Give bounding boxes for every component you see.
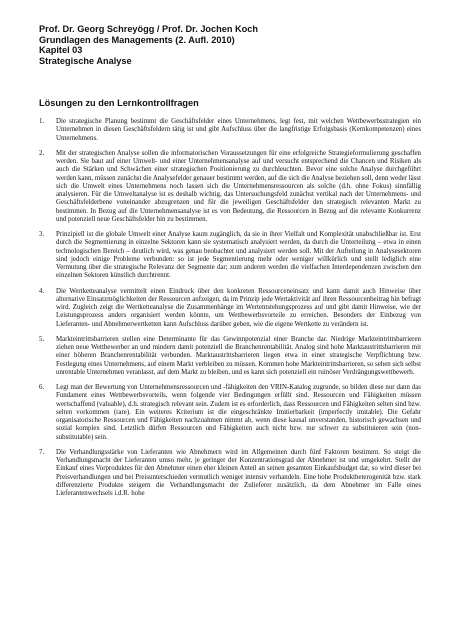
answer-item-3	[39, 231, 421, 281]
answer-number: 5.	[39, 335, 45, 343]
answer-number: 3.	[39, 231, 45, 238]
answer-number: 4.	[39, 287, 45, 295]
section-title: Lösungen zu den Lernkontrollfragen	[39, 98, 199, 108]
answer-item-5	[39, 336, 421, 377]
answer-item-2	[39, 150, 421, 224]
answer-text: Prinzipiell ist die globale Umwelt einer Analyse kaum zugänglich, da sie in ihrer Vielfalt und Komplexität unabschließbar ist. Erst durch die Segmentierung in einzelne Sektoren kann sie systematisch analysiert werden, da durch die Unterteilung – etwa in einen technologischen Bereich – deutlich wird, was genau beobachtet und analysiert werden soll. Mit der Aufteilung in Analysesektoren sind jedoch einige Probleme verbunden: so ist jede Segmentierung mehr oder weniger willkürlich und stellt lediglich eine Vermutung über die strategische Relevanz der Segmente dar; zum anderen werden die vielfachen Interdependenzen zwischen den einzelnen Sektoren künstlich durchtrennt.	[56, 231, 421, 280]
answer-list	[39, 118, 421, 505]
answer-item-4	[39, 288, 421, 329]
answer-number: 7.	[39, 448, 45, 456]
answer-text: Legt man der Bewertung von Unternehmensressourcen und -fähigkeiten den VRIN-Katalog zugrunde, so bilden diese nur dann das Fundament eines Wettbewerbsvorteils, wenn folgende vier Bedingungen erfüllt sind. Ressourcen und Fähigkeiten müssen wertschaffend (valuable), d.h. strategisch relevant sein. Zudem ist es erforderlich, dass Ressourcen und Fähigkeiten selten sind bzw. selten vorkommen (rare). Ein weiteres Kriterium ist die eingeschränkte Imitierbarkeit (imperfectly imitable). Die Gefahr organisatorische Ressourcen und Fähigkeiten nachzuahmen nimmt ab, wenn diese kausal unverstanden, historisch gewachsen und sozial komplex sind. Letztlich dürfen Ressourcen und Fähigkeiten auch nicht bzw. nur schwer zu substituieren sein (non-substitutable) sein.	[56, 384, 421, 441]
topic-label: Strategische Analyse	[39, 55, 132, 66]
answer-text: Die Verhandlungsstärke von Lieferanten wie Abnehmern wird im Allgemeinen durch fünf Faktoren bestimmt. So steigt die Verhandlungsmacht der Lieferanten umso mehr, je geringer der Konzentrationsgrad der Abnehmer ist und umgekehrt. Stellt der Einkauf eines Vorproduktes für den Abnehmer einen eher kleinen Anteil an seinen gesamten Einkaufsbudget dar, so wird dieser bei Preisverhandlungen und bei Preisunterschieden vermutlich weniger intensiv verhandeln. Eine hohe Produktheterogenität bzw. stark differenzierte Produkte steigern die Verhandlungsmacht der Zulieferer zusätzlich, da dem Abnehmer im Falle eines Lieferantenwechsels i.d.R. hohe	[56, 448, 421, 497]
answer-number: 6.	[39, 384, 45, 391]
document-header	[39, 24, 419, 66]
answer-text: Die strategische Planung bestimmt die Geschäftsfelder eines Unternehmens, legt fest, mit welchen Wettbewerbsstrategien ein Unternehmen in diesen Geschäftsfeldern tätig ist und gibt Aufschluss über die langfristige Erfolgsbasis (Kernkompetenzen) eines Unternehmens.	[56, 118, 421, 142]
answer-number: 1.	[39, 118, 45, 125]
answer-item-7	[39, 449, 421, 499]
answer-item-1	[39, 118, 421, 143]
book-title: Grundlagen des Managements (2. Aufl. 2010)	[39, 34, 235, 45]
answer-text: Mit der strategischen Analyse sollen die informatorischen Voraussetzungen für eine erfolgreiche Strategieformulierung geschaffen werden. Sie baut auf einer Umwelt- und einer Unternehmensanalyse auf und versucht entsprechend die Chancen und Risiken als auch die Stärken und Schwächen einer strategischen Positionierung zu durchleuchten. Bevor eine solche Analyse durchgeführt werden kann, müssen zunächst die Analysefelder genauer bestimmt werden, auf die sich die Analyse beziehen soll, denn weder lässt sich die Umwelt eines Unternehmens noch lassen sich die Unternehmensressourcen als solche (d.h. ohne Fokus) sinnfällig analysieren. Für die Umweltanalyse ist es deshalb wichtig, das Untersuchungsfeld zunächst vertikal nach der Unternehmens- und Geschäftsfelderbene voneinander abzugrenzen und für die jeweiligen Geschäftsfelder den strategisch relevanten Markt zu bestimmen. In Bezug auf die Unternehmensanalyse ist es von Bedeutung, die Ressourcen in Bezug auf die relevante Konkurrenz und potenziell neue Geschäftsfelder hin zu bestimmen.	[56, 149, 421, 223]
answer-item-6	[39, 384, 421, 442]
answer-text: Die Wertketteanalyse vermittelt einen Eindruck über den konkreten Ressourceneinsatz und kann damit auch Hinweise über alternative Einsatzmöglichkeiten der Ressourcen aufzeigen, da im Prinzip jede Wertaktivität auf ihren Ressourcenbeitrag hin befragt wird. Zugleich zeigt die Wertketteanalyse die Zusammenhänge im Wertentstehungsprozess auf und gibt damit Hinweise, wie der Leistungsprozess anders organisiert werden könnte, um Wettbewerbsvorteile zu erreichen. Besonders der Einbezug von Lieferanten- und Abnehmerwertketten kann Aufschluss darüber geben, wie die eigene Wertkette zu verändern ist.	[56, 287, 421, 328]
answer-text: Markteintrittsbarrieren stellen eine Determinante für das Gewinnpotenzial einer Branche dar. Niedrige Markteintrittsbarrieren ziehen neue Wettbewerber an und mindern damit potenziell die Branchenrentabilität. Analog sind hohe Marktaustrittsbarrieren mit einer höheren Branchenrentabilität verbunden. Marktaustrittsbarrieren liegen etwa in einer strategische Verpflichtung bzw. Festlegung eines Unternehmens, auf einem Markt verbleiben zu müssen. Kommen hohe Markteintrittsbarrieren, so sehen sich selbst unrentable Unternehmen veranlasst, auf dem Markt zu bleiben, und es kann sich potenziell ein ruinöser Verdrängungswettbewerb.	[56, 335, 421, 376]
authors-line: Prof. Dr. Georg Schreyögg / Prof. Dr. Jochen Koch	[39, 24, 259, 34]
answer-number: 2.	[39, 149, 45, 157]
chapter-label: Kapitel 03	[39, 45, 83, 56]
